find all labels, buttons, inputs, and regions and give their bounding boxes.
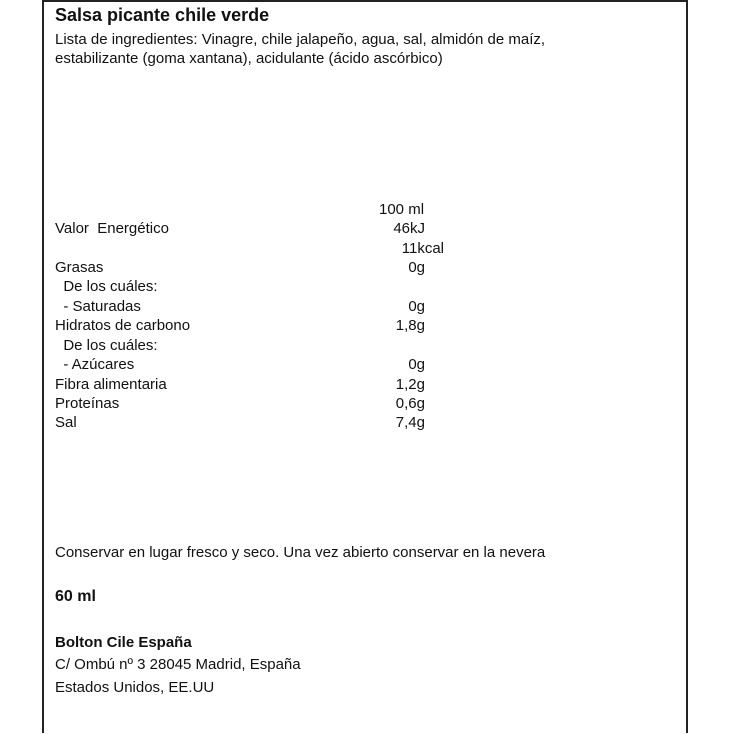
nutrient-name: Sal bbox=[55, 414, 77, 431]
ingredients-list bbox=[55, 30, 655, 68]
nutrition-row bbox=[55, 413, 435, 433]
nutrient-name: De los cuáles: bbox=[55, 278, 158, 295]
nutrient-value: 46kJ bbox=[393, 220, 425, 237]
nutrient-value: 0g bbox=[408, 298, 425, 315]
ingredients-line-1: Lista de ingredientes: Vinagre, chile jalapeño, agua, sal, almidón de maíz, bbox=[55, 31, 546, 48]
nutrition-row bbox=[55, 277, 435, 297]
nutrient-name: - Azúcares bbox=[55, 356, 135, 373]
nutrient-value: 0,6g bbox=[395, 395, 425, 412]
nutrient-name: Grasas bbox=[55, 259, 104, 276]
nutrition-row bbox=[55, 394, 435, 414]
nutrient-name: Hidratos de carbono bbox=[55, 317, 191, 334]
nutrient-name: - Saturadas bbox=[55, 298, 141, 315]
nutrition-row bbox=[55, 239, 444, 259]
nutrient-name: Proteínas bbox=[55, 395, 120, 412]
nutrition-row bbox=[55, 355, 435, 375]
nutrient-value: 11kcal bbox=[401, 240, 444, 257]
nutrition-row bbox=[55, 297, 435, 317]
company-country: Estados Unidos, EE.UU bbox=[55, 679, 215, 696]
nutrition-row bbox=[55, 336, 435, 356]
net-volume: 60 ml bbox=[55, 588, 96, 605]
nutrient-value: 7,4g bbox=[395, 414, 425, 431]
company-name: Bolton Cile España bbox=[55, 634, 192, 651]
nutrient-value: 1,8g bbox=[395, 317, 425, 334]
nutrient-name: De los cuáles: bbox=[55, 337, 158, 354]
nutrient-value: 1,2g bbox=[395, 376, 425, 393]
product-title: Salsa picante chile verde bbox=[55, 5, 270, 25]
nutrition-row bbox=[55, 375, 435, 395]
nutrient-name: Fibra alimentaria bbox=[55, 376, 167, 393]
nutrient-value: 0g bbox=[408, 259, 425, 276]
nutrient-value: 0g bbox=[408, 356, 425, 373]
company-address: C/ Ombú nº 3 28045 Madrid, España bbox=[55, 656, 301, 673]
nutrition-per-label: 100 ml bbox=[379, 201, 425, 218]
nutrient-name: Valor Energético bbox=[55, 220, 169, 237]
ingredients-line-2: estabilizante (goma xantana), acidulante (ácido ascórbico) bbox=[55, 50, 443, 67]
nutrition-row bbox=[55, 316, 435, 336]
nutrition-row bbox=[55, 258, 435, 278]
storage-instructions: Conservar en lugar fresco y seco. Una vez abierto conservar en la nevera bbox=[55, 544, 546, 561]
nutrition-row bbox=[55, 219, 435, 239]
